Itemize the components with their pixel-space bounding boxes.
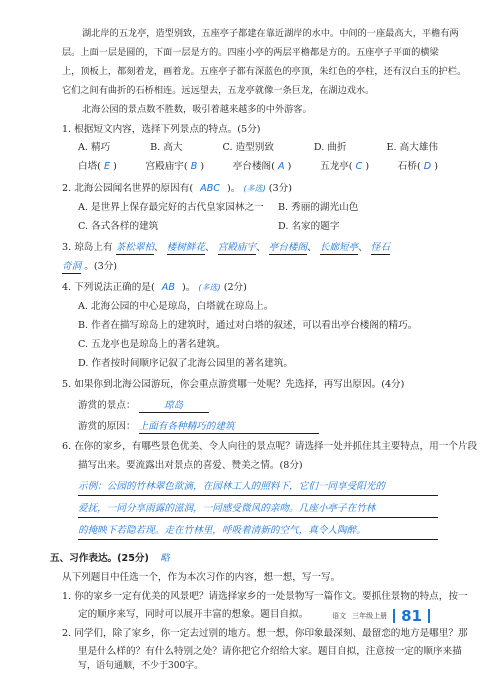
- q1-option-c: C. 造型别致: [222, 142, 274, 153]
- q3-answer-1: 茶松翠柏: [115, 242, 155, 253]
- q1-item-white-pagoda: 白塔( E ): [78, 161, 117, 172]
- q3-stem: 3. 琼岛上有 茶松翠柏、 楼树鲜花、 宫殿庙宇、 亭台楼阁、 长廊短亭、 怪石: [62, 242, 390, 253]
- passage-line-1: 湖北岸的五龙亭，造型别致，五座亭子都建在靠近湖岸的水中。中间的一座最高大，平檐有两: [82, 28, 459, 39]
- footer-divider: [393, 609, 395, 623]
- q3-answer-2: 楼树鲜花: [166, 242, 206, 253]
- q1-option-d: D. 曲折: [313, 142, 347, 153]
- q4-note: (多选): [198, 283, 221, 292]
- q1-stem: 1. 根据短文内容，选择下列景点的特点。(5分): [62, 124, 261, 135]
- q5-spot-answer: 琼岛: [139, 399, 209, 413]
- topic-2-line-3: 写，语句通顺，不少于300字。: [78, 661, 204, 671]
- q5-reason-answer: 上面有各种精巧的建筑: [139, 420, 319, 434]
- topic-2-line-2: 里是什么样的？有什么特别之处？请你把它介绍给大家。题目自拟，注意按一定的顺序来描: [78, 646, 462, 657]
- q6-stem-2: 描写出来。要流露出对景点的喜爱、赞美之情。(8分): [78, 460, 303, 471]
- q2-option-d: D. 名家的题字: [278, 221, 340, 232]
- q5-reason-label: 游赏的原因：: [78, 421, 136, 432]
- q5-reason-row: [78, 420, 319, 434]
- topic-1-line-2: 定的顺序来写，同时可以展开丰富的想象。题目自拟。: [78, 609, 309, 620]
- q6-answer-line-3: 的掩映下若隐若现。走在竹林里，呼吸着清新的空气，真令人陶醉。: [78, 525, 366, 536]
- q1-option-a: A. 精巧: [78, 142, 111, 153]
- q1-option-b: B. 高大: [150, 142, 183, 153]
- q1-answer: B: [190, 161, 198, 172]
- q6-answer-line-1: 示例：公园的竹林翠色欲滴，在园林工人的照料下，它们一同享受阳光的: [78, 481, 385, 492]
- q3-answer-7: 奇洞: [62, 261, 82, 272]
- q4-option-d: D. 作者按时间顺序记叙了北海公园里的著名建筑。: [78, 358, 293, 369]
- q1-options: [78, 141, 438, 154]
- q1-answer: A: [277, 161, 285, 172]
- q3-line-2: 奇洞 。(3分): [62, 261, 118, 272]
- q2-answer: ABC: [200, 183, 220, 194]
- topic-1-line-1: 1. 你的家乡一定有优美的风景吧？请选择家乡的一处景物写一篇作文。要抓住景物的特点，按一: [62, 591, 468, 602]
- q6-answer-line-2: 爱抚，一同分享雨露的滋润，一同感受微风的亲吻。几座小亭子在竹林: [78, 503, 376, 514]
- passage-line-4: 它们之间有曲折的石桥相连。远远望去，五龙亭就像一条巨龙，在湖边戏水。: [62, 85, 375, 96]
- q3-answer-5: 长廊短亭: [319, 242, 359, 253]
- section-5-title: 五、习作表达。(25分) 略: [50, 553, 170, 564]
- passage-line-2: 层。上面一层是圆的，下面一层是方的。四座小亭的两层平檐都是方的。五座亭子平面的横梁: [62, 47, 439, 58]
- q3-answer-3: 宫殿庙宇: [217, 242, 257, 253]
- q1-answer: E: [104, 161, 111, 172]
- footer-grade: 三年级上册: [352, 612, 388, 620]
- topic-2-line-1: 2. 同学们，除了家乡，你一定去过别的地方。想一想，你印象最深刻、最留恋的地方是哪里？那: [62, 628, 468, 639]
- q4-option-b: B. 作者在描写琼岛上的建筑时，通过对白塔的叙述，可以看出亭台楼阁的精巧。: [78, 320, 418, 331]
- page-number: 81: [401, 607, 422, 625]
- q2-option-a: A. 是世界上保存最完好的古代皇家园林之一: [78, 202, 264, 213]
- passage-line-5: 北海公园的景点数不胜数，吸引着越来越多的中外游客。: [82, 104, 312, 115]
- q1-items: [78, 160, 438, 173]
- page-footer: [332, 607, 430, 625]
- q1-answer: C: [355, 161, 363, 172]
- q6-stem-1: 6. 在你的家乡，有哪些景色优美、令人向往的景点呢？请选择一处并抓住其主要特点，用一个片段: [62, 441, 478, 452]
- q1-item-stone-bridge: 石桥( D ): [397, 161, 438, 172]
- footer-subject: 语文: [332, 612, 347, 620]
- q5-stem: 5. 如果你到北海公园游玩，你会重点游赏哪一处呢？先选择，再写出原因。(4分): [62, 379, 405, 390]
- q1-option-e: E. 高大雄伟: [386, 142, 438, 153]
- q1-item-five-dragon-pavilion: 五龙亭( C ): [320, 161, 370, 172]
- q5-spot-label: 游赏的景点：: [78, 400, 136, 411]
- q1-item-pavilions: 亭台楼阁( A ): [232, 161, 292, 172]
- q2-option-c: C. 各式各样的建筑: [78, 221, 159, 232]
- q4-answer: AB: [161, 282, 175, 293]
- q2-option-b: B. 秀丽的湖光山色: [278, 202, 359, 213]
- q1-item-palaces: 宫殿庙宇( B ): [145, 161, 205, 172]
- q1-answer: D: [423, 161, 432, 172]
- q3-answer-6: 怪石: [370, 242, 390, 253]
- answer-rule: [78, 539, 438, 540]
- answer-rule: [78, 517, 438, 518]
- q5-spot-row: [78, 399, 209, 413]
- passage-line-3: 上，顶板上，都刻着龙，画着龙。五座亭子都有深蓝色的亭顶，朱红色的亭柱，还有汉白玉的护栏。: [62, 66, 467, 77]
- q4-stem: 4. 下列说法正确的是( AB )。 (多选) (2分): [62, 282, 247, 293]
- footer-divider: [428, 609, 430, 623]
- q2-note: (多选): [243, 184, 266, 193]
- q3-answer-4: 亭台楼阁: [268, 242, 308, 253]
- q2-stem: 2. 北海公园闻名世界的原因有( ABC )。 (多选) (3分): [62, 183, 292, 194]
- answer-rule: [78, 495, 438, 496]
- q4-option-c: C. 五龙亭也是琼岛上的著名建筑。: [78, 339, 226, 350]
- section-5-hint: 略: [160, 553, 170, 564]
- section-5-intro: 从下列题目中任选一个，作为本次习作的内容，想一想，写一写。: [62, 572, 341, 583]
- q4-option-a: A. 北海公园的中心是琼岛，白塔就在琼岛上。: [78, 301, 274, 312]
